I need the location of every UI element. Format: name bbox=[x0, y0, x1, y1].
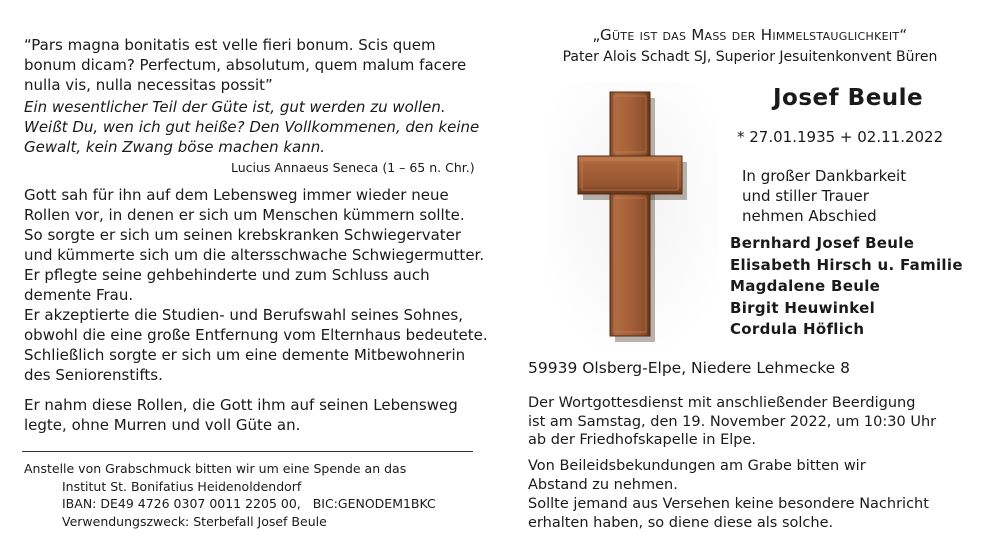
biography-line: obwohl die eine große Entfernung vom Elternhaus bedeutete. bbox=[24, 326, 488, 344]
address: 59939 Olsberg-Elpe, Niedere Lehmecke 8 bbox=[528, 359, 850, 377]
condolence-note bbox=[528, 457, 866, 494]
life-dates: * 27.01.1935 + 02.11.2022 bbox=[737, 128, 944, 146]
latin-quote-line: nulla vis, nulla necessitas possit” bbox=[24, 76, 273, 94]
biography-line: und kümmerte sich um die altersschwache Schwiegermutter. bbox=[24, 246, 485, 264]
latin-quote bbox=[24, 35, 466, 95]
thanks-line: In großer Dankbarkeit bbox=[742, 167, 907, 185]
notice-note bbox=[528, 495, 929, 532]
notice-line: erhalten haben, so diene diese als solche. bbox=[528, 514, 834, 531]
condolence-line: Abstand zu nehmen. bbox=[528, 476, 678, 493]
biography-line: Rollen vor, in denen er sich um Menschen kümmern sollte. bbox=[24, 206, 465, 224]
latin-quote-line: “Pars magna bonitatis est velle fieri bonum. Scis quem bbox=[24, 36, 436, 54]
wooden-cross-icon bbox=[548, 82, 718, 352]
quote-attribution: Lucius Annaeus Seneca (1 – 65 n. Chr.) bbox=[231, 160, 475, 175]
german-quote-line: Weißt Du, wen ich gut heiße? Den Vollkommenen, den keine bbox=[24, 118, 480, 136]
thanks-line: nehmen Abschied bbox=[742, 207, 877, 225]
donation-purpose: Verwendungszweck: Sterbefall Josef Beule bbox=[62, 513, 327, 529]
biography-line: demente Frau. bbox=[24, 286, 134, 304]
thanks-line: und stiller Trauer bbox=[742, 187, 869, 205]
biography-line: Er akzeptierte die Studien- und Berufswahl seines Sohnes, bbox=[24, 306, 463, 324]
biography-paragraph bbox=[24, 185, 488, 385]
donation-bank-details: IBAN: DE49 4726 0307 0011 2205 00, BIC:GENODEM1BKC bbox=[62, 496, 436, 511]
biography-line: Schließlich sorgte er sich um eine demente Mitbewohnerin bbox=[24, 346, 466, 364]
german-quote-line: Gewalt, kein Zwang böse machen kann. bbox=[24, 138, 326, 156]
donation-intro: Anstelle von Grabschmuck bitten wir um eine Spende an das bbox=[24, 461, 407, 476]
biography-line: So sorgte er sich um seinen krebskranken Schwiegervater bbox=[24, 226, 462, 244]
funeral-info-line: ist am Samstag, den 19. November 2022, um 10:30 Uhr bbox=[528, 413, 937, 430]
latin-quote-line: bonum dicam? Perfectum, absolutum, quem malum facere bbox=[24, 56, 467, 74]
closing-paragraph bbox=[24, 395, 458, 435]
funeral-info bbox=[528, 394, 936, 450]
donation-box bbox=[24, 460, 436, 530]
mourner-name: Cordula Höflich bbox=[730, 320, 865, 338]
german-quote bbox=[24, 97, 479, 157]
mourner-name: Magdalene Beule bbox=[730, 277, 881, 295]
thanks-text bbox=[742, 166, 906, 226]
biography-line: Er pflegte seine gehbehinderte und zum Schluss auch bbox=[24, 266, 430, 284]
funeral-info-line: Der Wortgottesdienst mit anschließender Beerdigung bbox=[528, 395, 916, 411]
mourner-name: Birgit Heuwinkel bbox=[730, 298, 876, 317]
motto: „Güte ist das Maß der Himmelstauglichkeit“ bbox=[592, 26, 908, 44]
german-quote-line: Ein wesentlicher Teil der Güte ist, gut werden zu wollen. bbox=[24, 98, 446, 116]
closing-line: Er nahm diese Rollen, die Gott ihm auf seinen Lebensweg bbox=[24, 396, 458, 414]
mourner-name: Elisabeth Hirsch u. Familie bbox=[730, 255, 963, 274]
notice-line: Sollte jemand aus Versehen keine besondere Nachricht bbox=[528, 496, 929, 512]
mourner-name: Bernhard Josef Beule bbox=[730, 234, 915, 252]
funeral-info-line: ab der Friedhofskapelle in Elpe. bbox=[528, 432, 757, 448]
closing-line: legte, ohne Murren und voll Güte an. bbox=[24, 416, 301, 434]
biography-line: des Seniorenstifts. bbox=[24, 366, 163, 384]
donation-institution: Institut St. Bonifatius Heidenoldendorf bbox=[62, 478, 302, 494]
divider bbox=[22, 451, 473, 452]
deceased-name: Josef Beule bbox=[773, 85, 924, 111]
biography-line: Gott sah für ihn auf dem Lebensweg immer wieder neue bbox=[24, 186, 449, 204]
motto-source: Pater Alois Schadt SJ, Superior Jesuitenkonvent Büren bbox=[562, 49, 938, 65]
cross-graphic bbox=[548, 82, 718, 352]
mourners-list bbox=[730, 233, 963, 341]
condolence-line: Von Beileidsbekundungen am Grabe bitten wir bbox=[528, 458, 866, 474]
